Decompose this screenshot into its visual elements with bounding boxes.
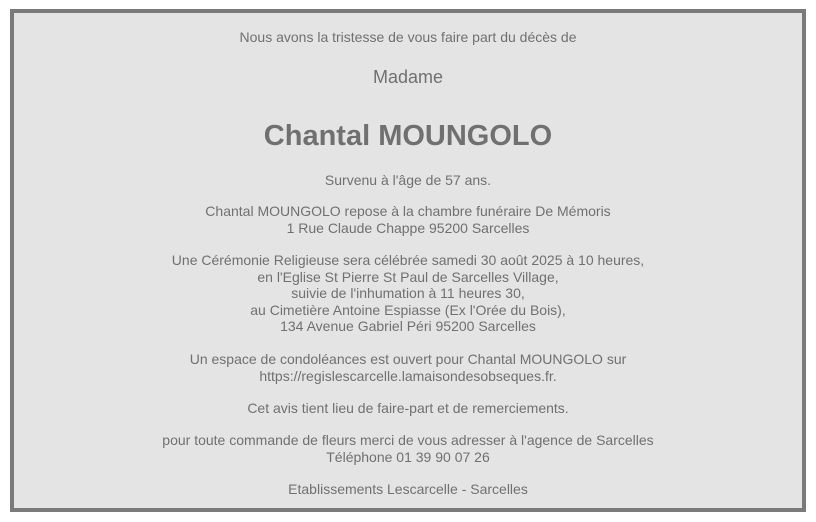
condolences-url: https://regislescarcelle.lamaisondesobseques.fr. — [259, 367, 557, 384]
notice-title: Madame — [372, 67, 444, 87]
flowers-block — [14, 432, 802, 465]
notice-age: Survenu à l'âge de 57 ans. — [324, 172, 492, 188]
ceremony-line: Une Cérémonie Religieuse sera célébrée samedi 30 août 2025 à 10 heures, — [171, 252, 645, 268]
ceremony-line: en l'Eglise St Pierre St Paul de Sarcelles Village, — [257, 268, 559, 285]
obituary-notice — [10, 9, 806, 512]
ceremony-line: au Cimetière Antoine Espiasse (Ex l'Orée du Bois), — [250, 301, 566, 318]
notice-thanks: Cet avis tient lieu de faire-part et de remerciements. — [247, 400, 569, 416]
rest-place-address: 1 Rue Claude Chappe 95200 Sarcelles — [286, 219, 530, 236]
flowers-phone: Téléphone 01 39 90 07 26 — [326, 448, 490, 465]
company-name: Etablissements Lescarcelle - Sarcelles — [288, 481, 528, 497]
ceremony-block — [14, 252, 802, 335]
deceased-name: Chantal MOUNGOLO — [263, 120, 553, 152]
notice-intro: Nous avons la tristesse de vous faire part du décès de — [239, 29, 577, 45]
ceremony-line: 134 Avenue Gabriel Péri 95200 Sarcelles — [280, 318, 536, 334]
ceremony-line: suivie de l'inhumation à 11 heures 30, — [291, 285, 525, 301]
rest-place-line: Chantal MOUNGOLO repose à la chambre funéraire De Mémoris — [205, 203, 611, 219]
flowers-line: pour toute commande de fleurs merci de vous adresser à l'agence de Sarcelles — [162, 432, 654, 448]
condolences-line: Un espace de condoléances est ouvert pour Chantal MOUNGOLO sur — [189, 351, 627, 367]
rest-place-block — [14, 203, 802, 236]
condolences-block — [14, 351, 802, 384]
